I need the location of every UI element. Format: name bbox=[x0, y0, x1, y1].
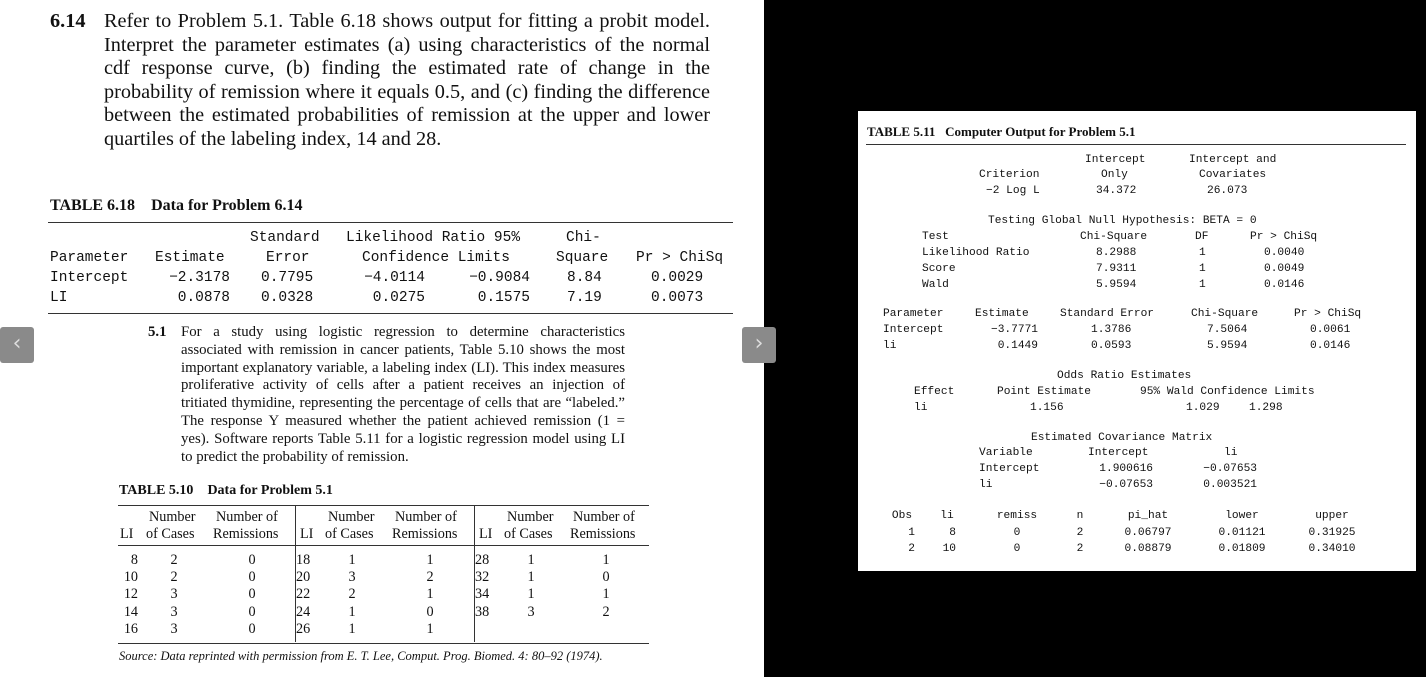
t510-h-numberof-b1: Number of bbox=[216, 509, 278, 525]
odds-h-point: Point Estimate bbox=[997, 386, 1091, 398]
odds-title: Odds Ratio Estimates bbox=[1057, 370, 1192, 382]
t618-r1-chisq: 8.84 bbox=[567, 270, 602, 286]
obs-cell-obs: 1 bbox=[908, 527, 915, 539]
t510-h-ofcases-b2: of Cases bbox=[325, 526, 374, 542]
t510-h-remissions-b1: Remissions bbox=[213, 526, 279, 542]
t618-r1-param: Intercept bbox=[50, 270, 129, 286]
problem-5-1-number: 5.1 bbox=[148, 324, 167, 340]
obs-cell-remiss: 0 bbox=[1013, 543, 1021, 555]
t510-cell-remissions: 1 bbox=[426, 552, 434, 568]
t510-cell-remissions: 1 bbox=[602, 586, 610, 603]
t510-cell-cases: 2 bbox=[170, 552, 178, 568]
t510-h-remissions-b2: Remissions bbox=[392, 526, 458, 542]
obs-h-pihat: pi_hat bbox=[1127, 510, 1169, 522]
t618-r2-lo: 0.0275 bbox=[372, 290, 425, 306]
t510-cell-remissions: 1 bbox=[602, 552, 610, 568]
problem-6-14-text: Refer to Problem 5.1. Table 6.18 shows output for fitting a probit model. Interpret the parameter estimates (a) using characteristics of the normal cdf response curve, (b) finding the estimated rate of change in the probability of remission where it equals 0.5, and (c) finding the difference between the estimated probabilities of remission at the upper and lower quartiles of the labeling index, 14 and 28. bbox=[104, 10, 710, 150]
t510-h-li-b1: LI bbox=[120, 526, 134, 542]
t510-cell-remissions: 1 bbox=[426, 620, 434, 637]
global-h-df: DF bbox=[1195, 231, 1209, 243]
obs-h-remiss: remiss bbox=[996, 510, 1038, 522]
table-6-18-rule-top bbox=[48, 222, 733, 223]
global-row-chisq: 5.9594 bbox=[1096, 279, 1137, 291]
odds-point: 1.156 bbox=[1030, 402, 1064, 414]
fit-h-intercept-only-1: Intercept bbox=[1085, 154, 1146, 166]
t618-h-square: Square bbox=[556, 250, 609, 266]
param-row-chisq: 5.9594 bbox=[1207, 340, 1248, 352]
t618-r1-lo: −4.0114 bbox=[364, 270, 425, 286]
global-row-test: Likelihood Ratio bbox=[922, 247, 1030, 259]
t510-cell-cases: 1 bbox=[348, 620, 356, 637]
t510-cell-li: 18 bbox=[296, 552, 311, 568]
t618-h-standard: Standard bbox=[250, 230, 320, 246]
t618-h-parameter: Parameter bbox=[50, 250, 129, 266]
table-5-10-caption bbox=[119, 483, 333, 499]
param-row-name: li bbox=[883, 340, 897, 352]
global-row-p: 0.0146 bbox=[1264, 279, 1305, 291]
odds-effect: li bbox=[914, 402, 928, 414]
t510-cell-remissions: 0 bbox=[248, 552, 256, 568]
t510-cell-remissions: 2 bbox=[426, 569, 434, 586]
t510-h-remissions-b3: Remissions bbox=[570, 526, 636, 542]
t618-h-conf: Confidence Limits bbox=[362, 250, 510, 266]
table-6-18-label: TABLE 6.18 bbox=[50, 197, 136, 214]
t510-cell-li: 8 bbox=[130, 552, 138, 568]
t618-r2-chisq: 7.19 bbox=[567, 290, 602, 306]
obs-cell-n: 2 bbox=[1076, 527, 1084, 539]
obs-h-li: li bbox=[940, 510, 954, 522]
previous-page-button[interactable]: ‹ bbox=[0, 327, 34, 363]
global-row-chisq: 7.9311 bbox=[1096, 263, 1137, 275]
t510-cell-li: 12 bbox=[123, 586, 138, 603]
global-title: Testing Global Null Hypothesis: BETA = 0 bbox=[988, 215, 1257, 227]
global-row-df: 1 bbox=[1199, 247, 1206, 259]
t510-cell-cases: 1 bbox=[527, 569, 535, 586]
t510-h-number-b3: Number bbox=[507, 509, 554, 525]
global-h-test: Test bbox=[922, 231, 949, 243]
param-row-p: 0.0146 bbox=[1310, 340, 1351, 352]
param-row-name: Intercept bbox=[883, 324, 944, 336]
t510-cell-li: 38 bbox=[475, 603, 490, 620]
t510-h-numberof-b2: Number of bbox=[395, 509, 457, 525]
param-row-estimate: 0.1449 bbox=[997, 340, 1038, 352]
t510-cell-cases: 1 bbox=[348, 552, 356, 568]
problem-6-14-number: 6.14 bbox=[50, 10, 86, 32]
fit-h-covariates-2: Covariates bbox=[1199, 169, 1267, 181]
param-h-se: Standard Error bbox=[1060, 308, 1154, 320]
t510-cell-remissions: 2 bbox=[602, 603, 610, 620]
obs-cell-li: 10 bbox=[942, 543, 956, 555]
fit-h-covariates-1: Intercept and bbox=[1189, 154, 1277, 166]
global-row-p: 0.0049 bbox=[1264, 263, 1305, 275]
t510-cell-remissions: 0 bbox=[248, 569, 256, 586]
t510-h-ofcases-b3: of Cases bbox=[504, 526, 553, 542]
param-h-estimate: Estimate bbox=[975, 308, 1029, 320]
t618-r1-p: 0.0029 bbox=[651, 270, 704, 286]
t618-r2-hi: 0.1575 bbox=[477, 290, 530, 306]
table-5-10-rule-bottom bbox=[118, 643, 649, 644]
t510-cell-cases: 1 bbox=[527, 586, 535, 603]
cov-h-variable: Variable bbox=[979, 447, 1033, 459]
table-5-11-rule-top bbox=[866, 144, 1406, 145]
t510-cell-remissions: 0 bbox=[248, 620, 256, 637]
global-h-p: Pr > ChiSq bbox=[1250, 231, 1318, 243]
t618-h-pr: Pr > ChiSq bbox=[636, 250, 724, 266]
param-h-p: Pr > ChiSq bbox=[1294, 308, 1362, 320]
t510-cell-li: 26 bbox=[296, 620, 311, 637]
t618-r1-est: −2.3178 bbox=[169, 270, 230, 286]
t510-cell-remissions: 0 bbox=[248, 603, 256, 620]
t510-cell-remissions: 0 bbox=[602, 569, 610, 586]
cov-h-intercept: Intercept bbox=[1088, 447, 1149, 459]
t510-h-numberof-b3: Number of bbox=[573, 509, 635, 525]
table-6-18-rule-bottom bbox=[48, 313, 733, 314]
odds-h-ci: 95% Wald Confidence Limits bbox=[1140, 386, 1315, 398]
t510-cell-cases: 2 bbox=[170, 569, 178, 586]
param-h-chisq: Chi-Square bbox=[1191, 308, 1259, 320]
t510-cell-li: 22 bbox=[296, 586, 311, 603]
table-5-11-label: TABLE 5.11 bbox=[867, 124, 936, 139]
t510-h-number-b2: Number bbox=[328, 509, 375, 525]
obs-cell-upper: 0.31925 bbox=[1308, 527, 1356, 539]
t510-cell-li: 20 bbox=[296, 569, 311, 586]
t510-cell-li: 32 bbox=[475, 569, 490, 586]
cov-title: Estimated Covariance Matrix bbox=[1031, 432, 1213, 444]
obs-cell-lower: 0.01809 bbox=[1218, 543, 1266, 555]
global-row-df: 1 bbox=[1199, 263, 1206, 275]
t618-r1-hi: −0.9084 bbox=[469, 270, 530, 286]
param-row-se: 1.3786 bbox=[1091, 324, 1132, 336]
t510-cell-remissions: 1 bbox=[426, 586, 434, 603]
table-6-18-title: Data for Problem 6.14 bbox=[151, 197, 303, 214]
t618-r2-p: 0.0073 bbox=[651, 290, 704, 306]
next-page-button[interactable]: › bbox=[742, 327, 776, 363]
t510-cell-cases: 3 bbox=[170, 603, 178, 620]
t510-h-li-b3: LI bbox=[479, 526, 493, 542]
param-h-parameter: Parameter bbox=[883, 308, 944, 320]
t618-h-error: Error bbox=[266, 250, 310, 266]
t618-r1-se: 0.7795 bbox=[261, 270, 314, 286]
t510-cell-li: 24 bbox=[296, 603, 311, 620]
table-5-11-title: Computer Output for Problem 5.1 bbox=[945, 124, 1136, 139]
t510-cell-cases: 2 bbox=[348, 586, 356, 603]
t510-h-li-b2: LI bbox=[300, 526, 314, 542]
global-row-chisq: 8.2988 bbox=[1096, 247, 1137, 259]
obs-cell-pihat: 0.08879 bbox=[1124, 543, 1172, 555]
obs-h-lower: lower bbox=[1225, 510, 1259, 522]
obs-cell-upper: 0.34010 bbox=[1308, 543, 1356, 555]
global-row-df: 1 bbox=[1199, 279, 1206, 291]
table-5-10-label: TABLE 5.10 bbox=[119, 483, 194, 498]
cov-row-variable: li bbox=[979, 479, 993, 491]
t510-cell-cases: 3 bbox=[170, 620, 178, 637]
t510-cell-cases: 1 bbox=[527, 552, 535, 568]
t618-h-chi: Chi- bbox=[566, 230, 601, 246]
t618-h-lr95: Likelihood Ratio 95% bbox=[346, 230, 521, 246]
t510-cell-li: 14 bbox=[123, 603, 138, 620]
t510-cell-cases: 3 bbox=[348, 569, 356, 586]
t510-cell-remissions: 0 bbox=[426, 603, 434, 620]
t510-cell-li: 34 bbox=[475, 586, 490, 603]
table-5-11-panel bbox=[858, 111, 1416, 571]
table-5-10-source: Source: Data reprinted with permission from E. T. Lee, Comput. Prog. Biomed. 4: 80–92 (1974). bbox=[119, 649, 603, 663]
fit-h-criterion: Criterion bbox=[979, 169, 1040, 181]
cov-h-li: li bbox=[1224, 447, 1238, 459]
param-row-estimate: −3.7771 bbox=[991, 324, 1038, 336]
obs-h-obs: Obs bbox=[891, 510, 913, 522]
obs-cell-remiss: 0 bbox=[1013, 527, 1021, 539]
obs-h-n: n bbox=[1076, 510, 1084, 522]
param-row-se: 0.0593 bbox=[1091, 340, 1132, 352]
t510-h-ofcases-b1: of Cases bbox=[146, 526, 195, 542]
cov-row-intercept: −0.07653 bbox=[1099, 479, 1153, 491]
t618-r2-param: LI bbox=[50, 290, 68, 306]
t510-cell-cases: 3 bbox=[527, 603, 535, 620]
global-row-p: 0.0040 bbox=[1264, 247, 1305, 259]
obs-cell-n: 2 bbox=[1076, 543, 1084, 555]
cov-row-intercept: 1.900616 bbox=[1099, 463, 1153, 475]
global-row-test: Wald bbox=[922, 279, 949, 291]
obs-h-upper: upper bbox=[1315, 510, 1349, 522]
param-row-chisq: 7.5064 bbox=[1207, 324, 1248, 336]
fit-val-covariates: 26.073 bbox=[1207, 185, 1248, 197]
t510-cell-cases: 1 bbox=[348, 603, 356, 620]
table-6-18-caption bbox=[50, 197, 302, 215]
obs-cell-lower: 0.01121 bbox=[1218, 527, 1266, 539]
fit-row-label: −2 Log L bbox=[986, 185, 1040, 197]
table-5-10-rule-top bbox=[118, 505, 649, 506]
odds-h-effect: Effect bbox=[914, 386, 955, 398]
table-5-11-caption bbox=[867, 124, 1135, 140]
problem-5-1-text: For a study using logistic regression to determine characteristics associated with remission in cancer patients, Table 5.10 shows the most important explanatory variable, a labeling index (LI). This index measures proliferative activity of cells after a patient receives an injection of tritiated thymidine, representing the percentage of cells that are “labeled.” The response Y measured whether the patient achieved remission (1 = yes). Software reports Table 5.11 for a logistic regression model using LI to predict the probability of remission. bbox=[181, 324, 625, 465]
fit-val-only: 34.372 bbox=[1096, 185, 1137, 197]
param-row-p: 0.0061 bbox=[1310, 324, 1351, 336]
t510-h-number-b1: Number bbox=[149, 509, 196, 525]
odds-hi: 1.298 bbox=[1249, 402, 1283, 414]
t510-cell-cases: 3 bbox=[170, 586, 178, 603]
t510-cell-li: 28 bbox=[475, 552, 490, 568]
global-h-chisq: Chi-Square bbox=[1080, 231, 1148, 243]
cov-row-li: −0.07653 bbox=[1203, 463, 1257, 475]
t510-cell-li: 10 bbox=[123, 569, 138, 586]
fit-h-intercept-only-2: Only bbox=[1101, 169, 1128, 181]
cov-row-li: 0.003521 bbox=[1203, 479, 1257, 491]
obs-cell-obs: 2 bbox=[908, 543, 915, 555]
table-5-10-title: Data for Problem 5.1 bbox=[207, 483, 333, 498]
t618-r2-se: 0.0328 bbox=[261, 290, 314, 306]
table-5-10-rule-header bbox=[118, 545, 649, 546]
obs-cell-pihat: 0.06797 bbox=[1124, 527, 1172, 539]
odds-lo: 1.029 bbox=[1186, 402, 1220, 414]
t510-cell-li: 16 bbox=[123, 620, 138, 637]
global-row-test: Score bbox=[922, 263, 956, 275]
t510-cell-remissions: 0 bbox=[248, 586, 256, 603]
t618-h-estimate: Estimate bbox=[155, 250, 225, 266]
cov-row-variable: Intercept bbox=[979, 463, 1040, 475]
t618-r2-est: 0.0878 bbox=[177, 290, 230, 306]
obs-cell-li: 8 bbox=[949, 527, 956, 539]
